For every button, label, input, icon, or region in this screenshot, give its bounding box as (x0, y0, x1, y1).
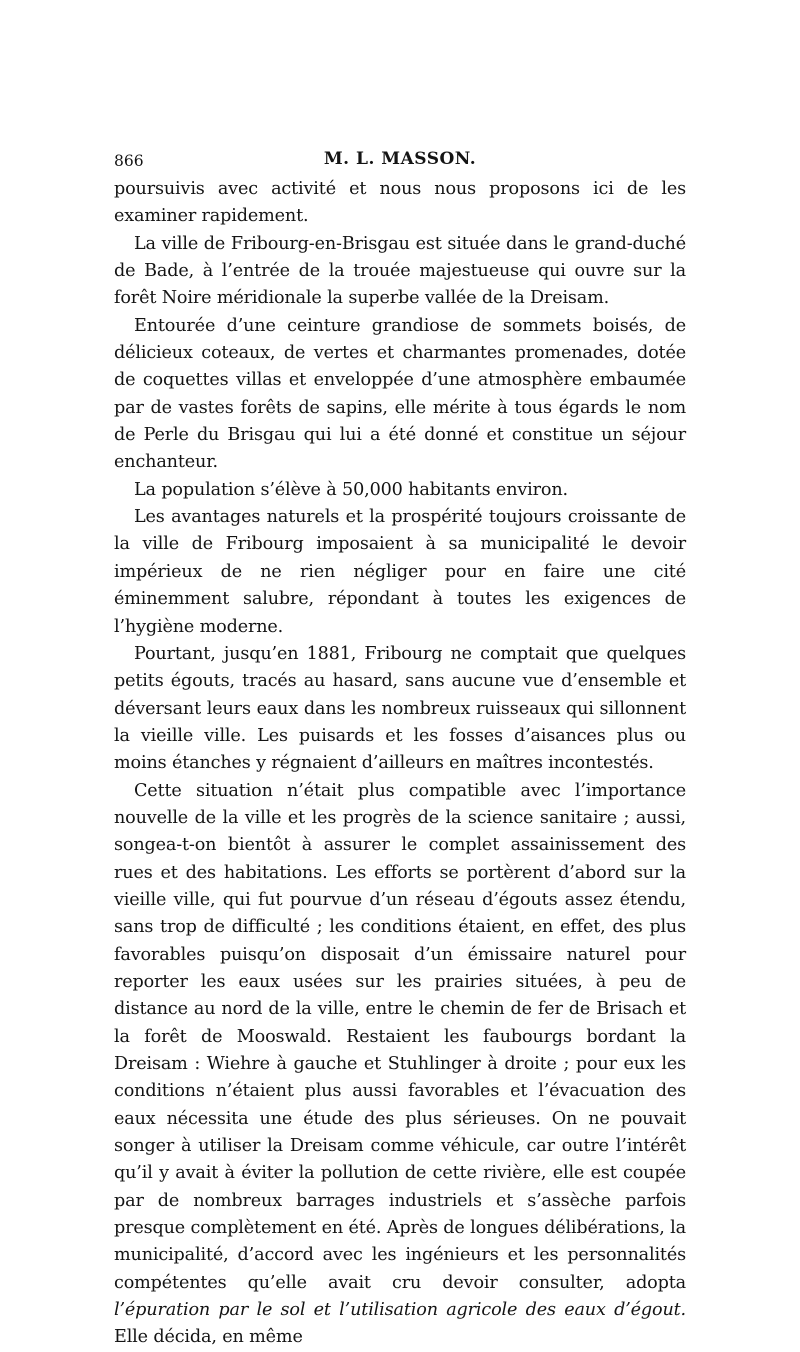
paragraph-5: Les avantages naturels et la prospérité toujours croissante de la ville de Fribourg imposaient à sa municipalité le devoir impérieux de ne rien négliger pour en faire une cité éminemment salubre, répondant à toutes les exigences de l’hygiène moderne. (114, 507, 686, 637)
paragraph-3: Entourée d’une ceinture grandiose de sommets boisés, de délicieux coteaux, de vertes et charmantes promenades, dotée de coquettes villas et enveloppée d’une atmosphère embaumée par de vastes forêts de sapins, elle mérite à tous égards le nom de Perle du Brisgau qui lui a été donné et constitue un séjour enchanteur. (114, 315, 686, 473)
paragraph-4: La population s’élève à 50,000 habitants environ. (134, 479, 568, 500)
paragraph-7-text: Cette situation n’était plus compatible avec l’importance nouvelle de la ville et les progrès de la science sanitaire ; aussi, songea-t-on bientôt à assurer le complet assainissement des rues et des habitations. Les efforts se portèrent d’abord sur la vieille ville, qui fut pourvue d’un réseau d’égouts assez étendu, sans trop de difficulté ; les conditions étaient, en effet, des plus favorables puisqu’on disposait d’un émissaire naturel pour reporter les eaux usées sur les prairies situées, à peu de distance au nord de la ville, entre le chemin de fer de Brisach et la forêt de Mooswald. Restaient les faubourgs bordant la Dreisam : Wiehre à gauche et Stuhlinger à droite ; pour eux les conditions n’étaient plus aussi favorables et l’évacuation des eaux nécessita une étude des plus sérieuses. On ne pouvait songer à utiliser la Dreisam comme véhicule, car outre l’intérêt qu’il y avait à éviter la pollution de cette rivière, elle est coupée par de nombreux barrages industriels et s’assèche parfois presque complètement en été. Après de longues délibérations, la municipalité, d’accord avec les ingénieurs et les personnalités compétentes qu’elle avait cru devoir consulter, adopta (114, 780, 686, 1293)
paragraph-7-continuation: Elle décida, en même (114, 1327, 303, 1348)
paragraph-1: poursuivis avec activité et nous nous proposons ici de les examiner rapidement. (114, 179, 686, 227)
body-text (114, 176, 686, 1352)
paragraph-2: La ville de Fribourg-en-Brisgau est située dans le grand-duché de Bade, à l’entrée de la trouée majestueuse qui ouvre sur la forêt Noire méridionale la superbe vallée de la Dreisam. (114, 233, 686, 309)
running-head (114, 146, 686, 172)
paragraph-6: Pourtant, jusqu’en 1881, Fribourg ne comptait que quelques petits égouts, tracés au hasard, sans aucune vue d’ensemble et déversant leurs eaux dans les nombreux ruisseaux qui sillonnent la vieille ville. Les puisards et les fosses d’aisances plus ou moins étanches y régnaient d’ailleurs en maîtres incontestés. (114, 643, 686, 774)
page-number: 866 (114, 152, 144, 170)
italic-phrase: l’épuration par le sol et l’utilisation agricole des eaux d’égout. (114, 1300, 686, 1321)
book-page (114, 146, 686, 1352)
header-title: M. L. MASSON. (323, 149, 477, 169)
paragraph-7 (114, 778, 686, 1352)
